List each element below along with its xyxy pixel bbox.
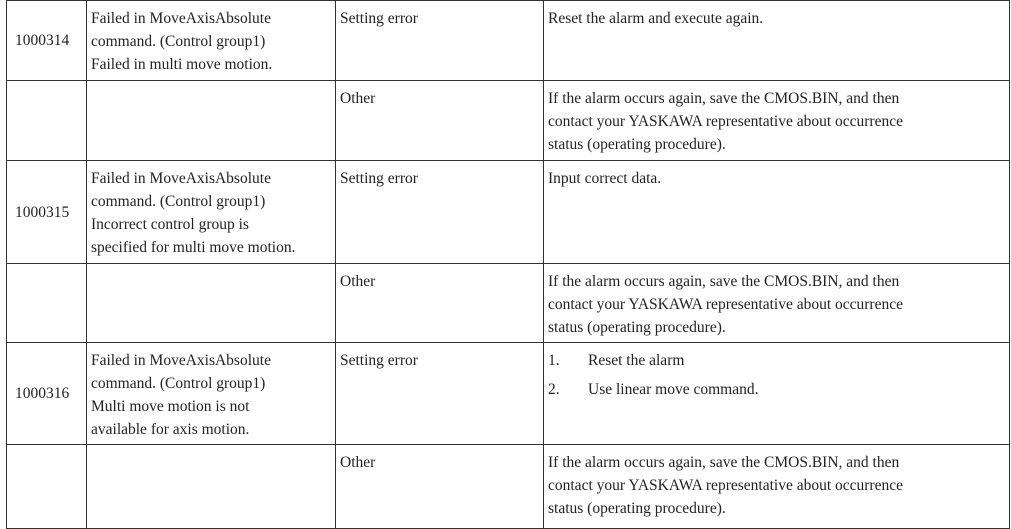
table-row xyxy=(7,1,1010,81)
step-number: 2. xyxy=(548,381,560,398)
alarm-table xyxy=(6,0,1010,529)
remedy-steps xyxy=(548,349,1005,407)
description-line: available for axis motion. xyxy=(91,421,250,438)
alarm-remedy xyxy=(544,445,1010,529)
remedy-line: status (operating procedure). xyxy=(548,500,726,517)
empty-cell xyxy=(87,81,336,161)
description-line: Multi move motion is not xyxy=(91,398,250,415)
alarm-code: 1000316 xyxy=(7,343,87,445)
alarm-remedy xyxy=(544,81,1010,161)
alarm-cause: Setting error xyxy=(336,161,544,264)
table-row xyxy=(7,81,1010,161)
step-number: 1. xyxy=(548,352,560,369)
alarm-remedy xyxy=(544,161,1010,264)
alarm-cause: Setting error xyxy=(336,1,544,81)
alarm-description xyxy=(87,1,336,81)
remedy-line: If the alarm occurs again, save the CMOS.BIN, and then xyxy=(548,273,900,290)
alarm-description xyxy=(87,161,336,264)
alarm-remedy xyxy=(544,264,1010,343)
table-row xyxy=(7,445,1010,529)
remedy-line: Reset the alarm and execute again. xyxy=(548,10,764,27)
empty-cell xyxy=(7,81,87,161)
description-line: Failed in MoveAxisAbsolute xyxy=(91,352,271,369)
step-text: Reset the alarm xyxy=(588,352,685,369)
empty-cell xyxy=(87,264,336,343)
alarm-code: 1000314 xyxy=(7,1,87,81)
table-row xyxy=(7,264,1010,343)
step-text: Use linear move command. xyxy=(588,381,759,398)
remedy-step xyxy=(548,349,1005,378)
empty-cell xyxy=(7,445,87,529)
description-line: specified for multi move motion. xyxy=(91,239,296,256)
table-row xyxy=(7,343,1010,445)
alarm-code: 1000315 xyxy=(7,161,87,264)
description-line: Incorrect control group is xyxy=(91,216,249,233)
description-line: Failed in MoveAxisAbsolute xyxy=(91,170,271,187)
alarm-cause: Other xyxy=(336,81,544,161)
description-line: command. (Control group1) xyxy=(91,33,266,50)
remedy-line: Input correct data. xyxy=(548,170,662,187)
alarm-description xyxy=(87,343,336,445)
description-line: Failed in MoveAxisAbsolute xyxy=(91,10,271,27)
alarm-cause: Setting error xyxy=(336,343,544,445)
remedy-step xyxy=(548,378,1005,407)
remedy-line: If the alarm occurs again, save the CMOS.BIN, and then xyxy=(548,454,900,471)
description-line: Failed in multi move motion. xyxy=(91,56,273,73)
remedy-line: status (operating procedure). xyxy=(548,136,726,153)
empty-cell xyxy=(7,264,87,343)
remedy-line: contact your YASKAWA representative about occurrence xyxy=(548,477,903,494)
description-line: command. (Control group1) xyxy=(91,375,266,392)
remedy-line: status (operating procedure). xyxy=(548,319,726,336)
remedy-line: contact your YASKAWA representative about occurrence xyxy=(548,113,903,130)
remedy-line: If the alarm occurs again, save the CMOS.BIN, and then xyxy=(548,90,900,107)
alarm-table-body xyxy=(7,1,1010,529)
table-row xyxy=(7,161,1010,264)
alarm-cause: Other xyxy=(336,264,544,343)
alarm-remedy xyxy=(544,1,1010,81)
remedy-line: contact your YASKAWA representative about occurrence xyxy=(548,296,903,313)
alarm-remedy xyxy=(544,343,1010,445)
alarm-cause: Other xyxy=(336,445,544,529)
description-line: command. (Control group1) xyxy=(91,193,266,210)
empty-cell xyxy=(87,445,336,529)
